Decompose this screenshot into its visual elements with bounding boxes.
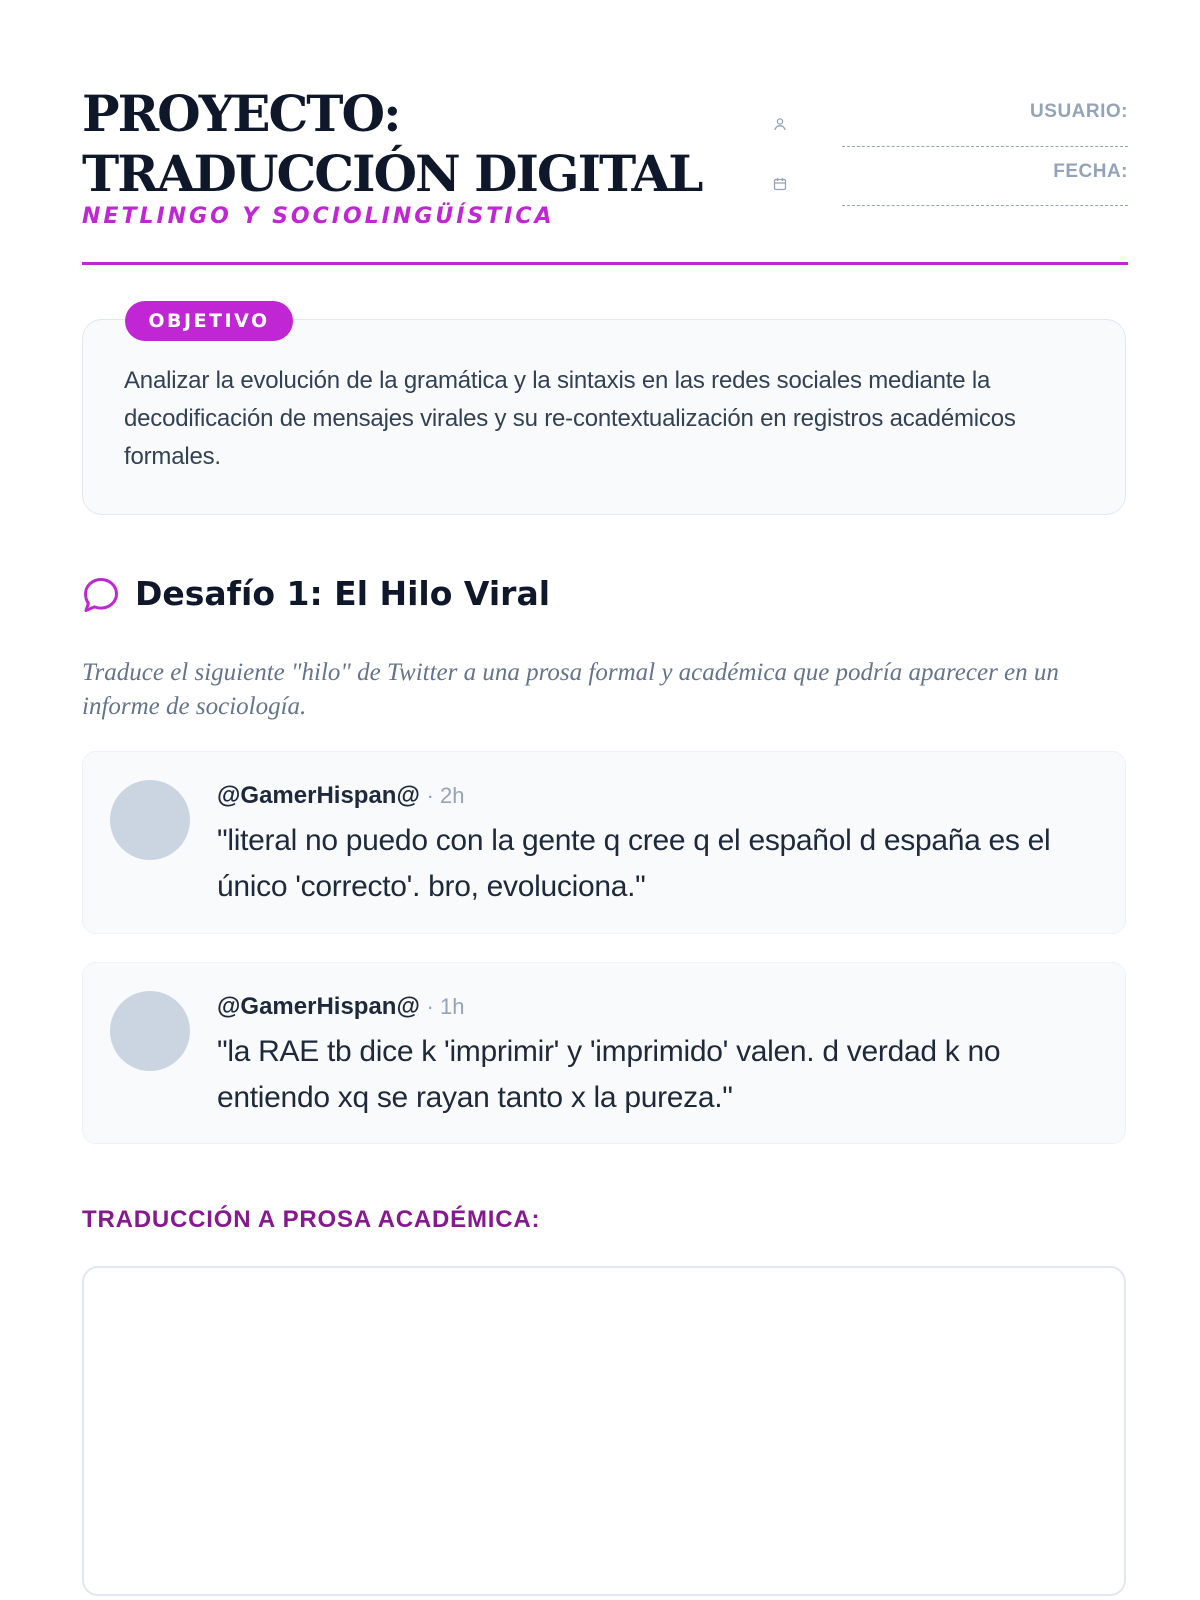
user-field-line[interactable]	[842, 146, 1128, 147]
user-icon	[772, 116, 788, 132]
date-label: FECHA:	[1053, 161, 1128, 182]
tweet-handle: @GamerHispan@	[217, 782, 420, 809]
objective-box	[82, 310, 1126, 515]
tweet-card	[82, 751, 1126, 934]
worksheet-header	[82, 84, 1128, 264]
user-label: USUARIO:	[1030, 101, 1128, 122]
worksheet-page	[82, 0, 1128, 1600]
page-title: PROYECTO: TRADUCCIÓN DIGITAL	[82, 84, 702, 203]
tweet-header	[217, 780, 464, 812]
tweet-text: "la RAE tb dice k 'imprimir' y 'imprimido' valen. d verdad k no entiendo xq se rayan tanto x la pureza."	[217, 1035, 1001, 1114]
challenge-instructions: Traduce el siguiente "hilo" de Twitter a una prosa formal y académica que podría aparecer en un informe de sociología.	[82, 659, 1059, 720]
tweet-card	[82, 962, 1126, 1144]
date-field-line[interactable]	[842, 205, 1128, 206]
tweet-header	[217, 991, 464, 1023]
page-subtitle: NETLINGO Y SOCIOLINGÜÍSTICA	[82, 204, 555, 229]
challenge-title: Desafío 1: El Hilo Viral	[135, 574, 551, 613]
avatar	[110, 780, 190, 860]
objective-text: Analizar la evolución de la gramática y la sintaxis en las redes sociales mediante la decodificación de mensajes virales y su re-contextualización en registros académicos formales.	[124, 367, 1016, 470]
tweet-time: · 1h	[426, 994, 465, 1019]
answer-textarea[interactable]	[82, 1266, 1126, 1596]
avatar	[110, 991, 190, 1071]
tweet-text: "literal no puedo con la gente q cree q el español d españa es el único 'correcto'. bro, evoluciona."	[217, 824, 1051, 903]
chat-bubble-icon	[82, 576, 120, 614]
header-divider	[82, 262, 1128, 265]
objective-badge: OBJETIVO	[125, 301, 293, 341]
answer-label: TRADUCCIÓN A PROSA ACADÉMICA:	[82, 1206, 541, 1233]
challenge-heading	[82, 570, 782, 620]
calendar-icon	[772, 176, 788, 192]
tweet-handle: @GamerHispan@	[217, 993, 420, 1020]
tweet-time: · 2h	[426, 783, 465, 808]
